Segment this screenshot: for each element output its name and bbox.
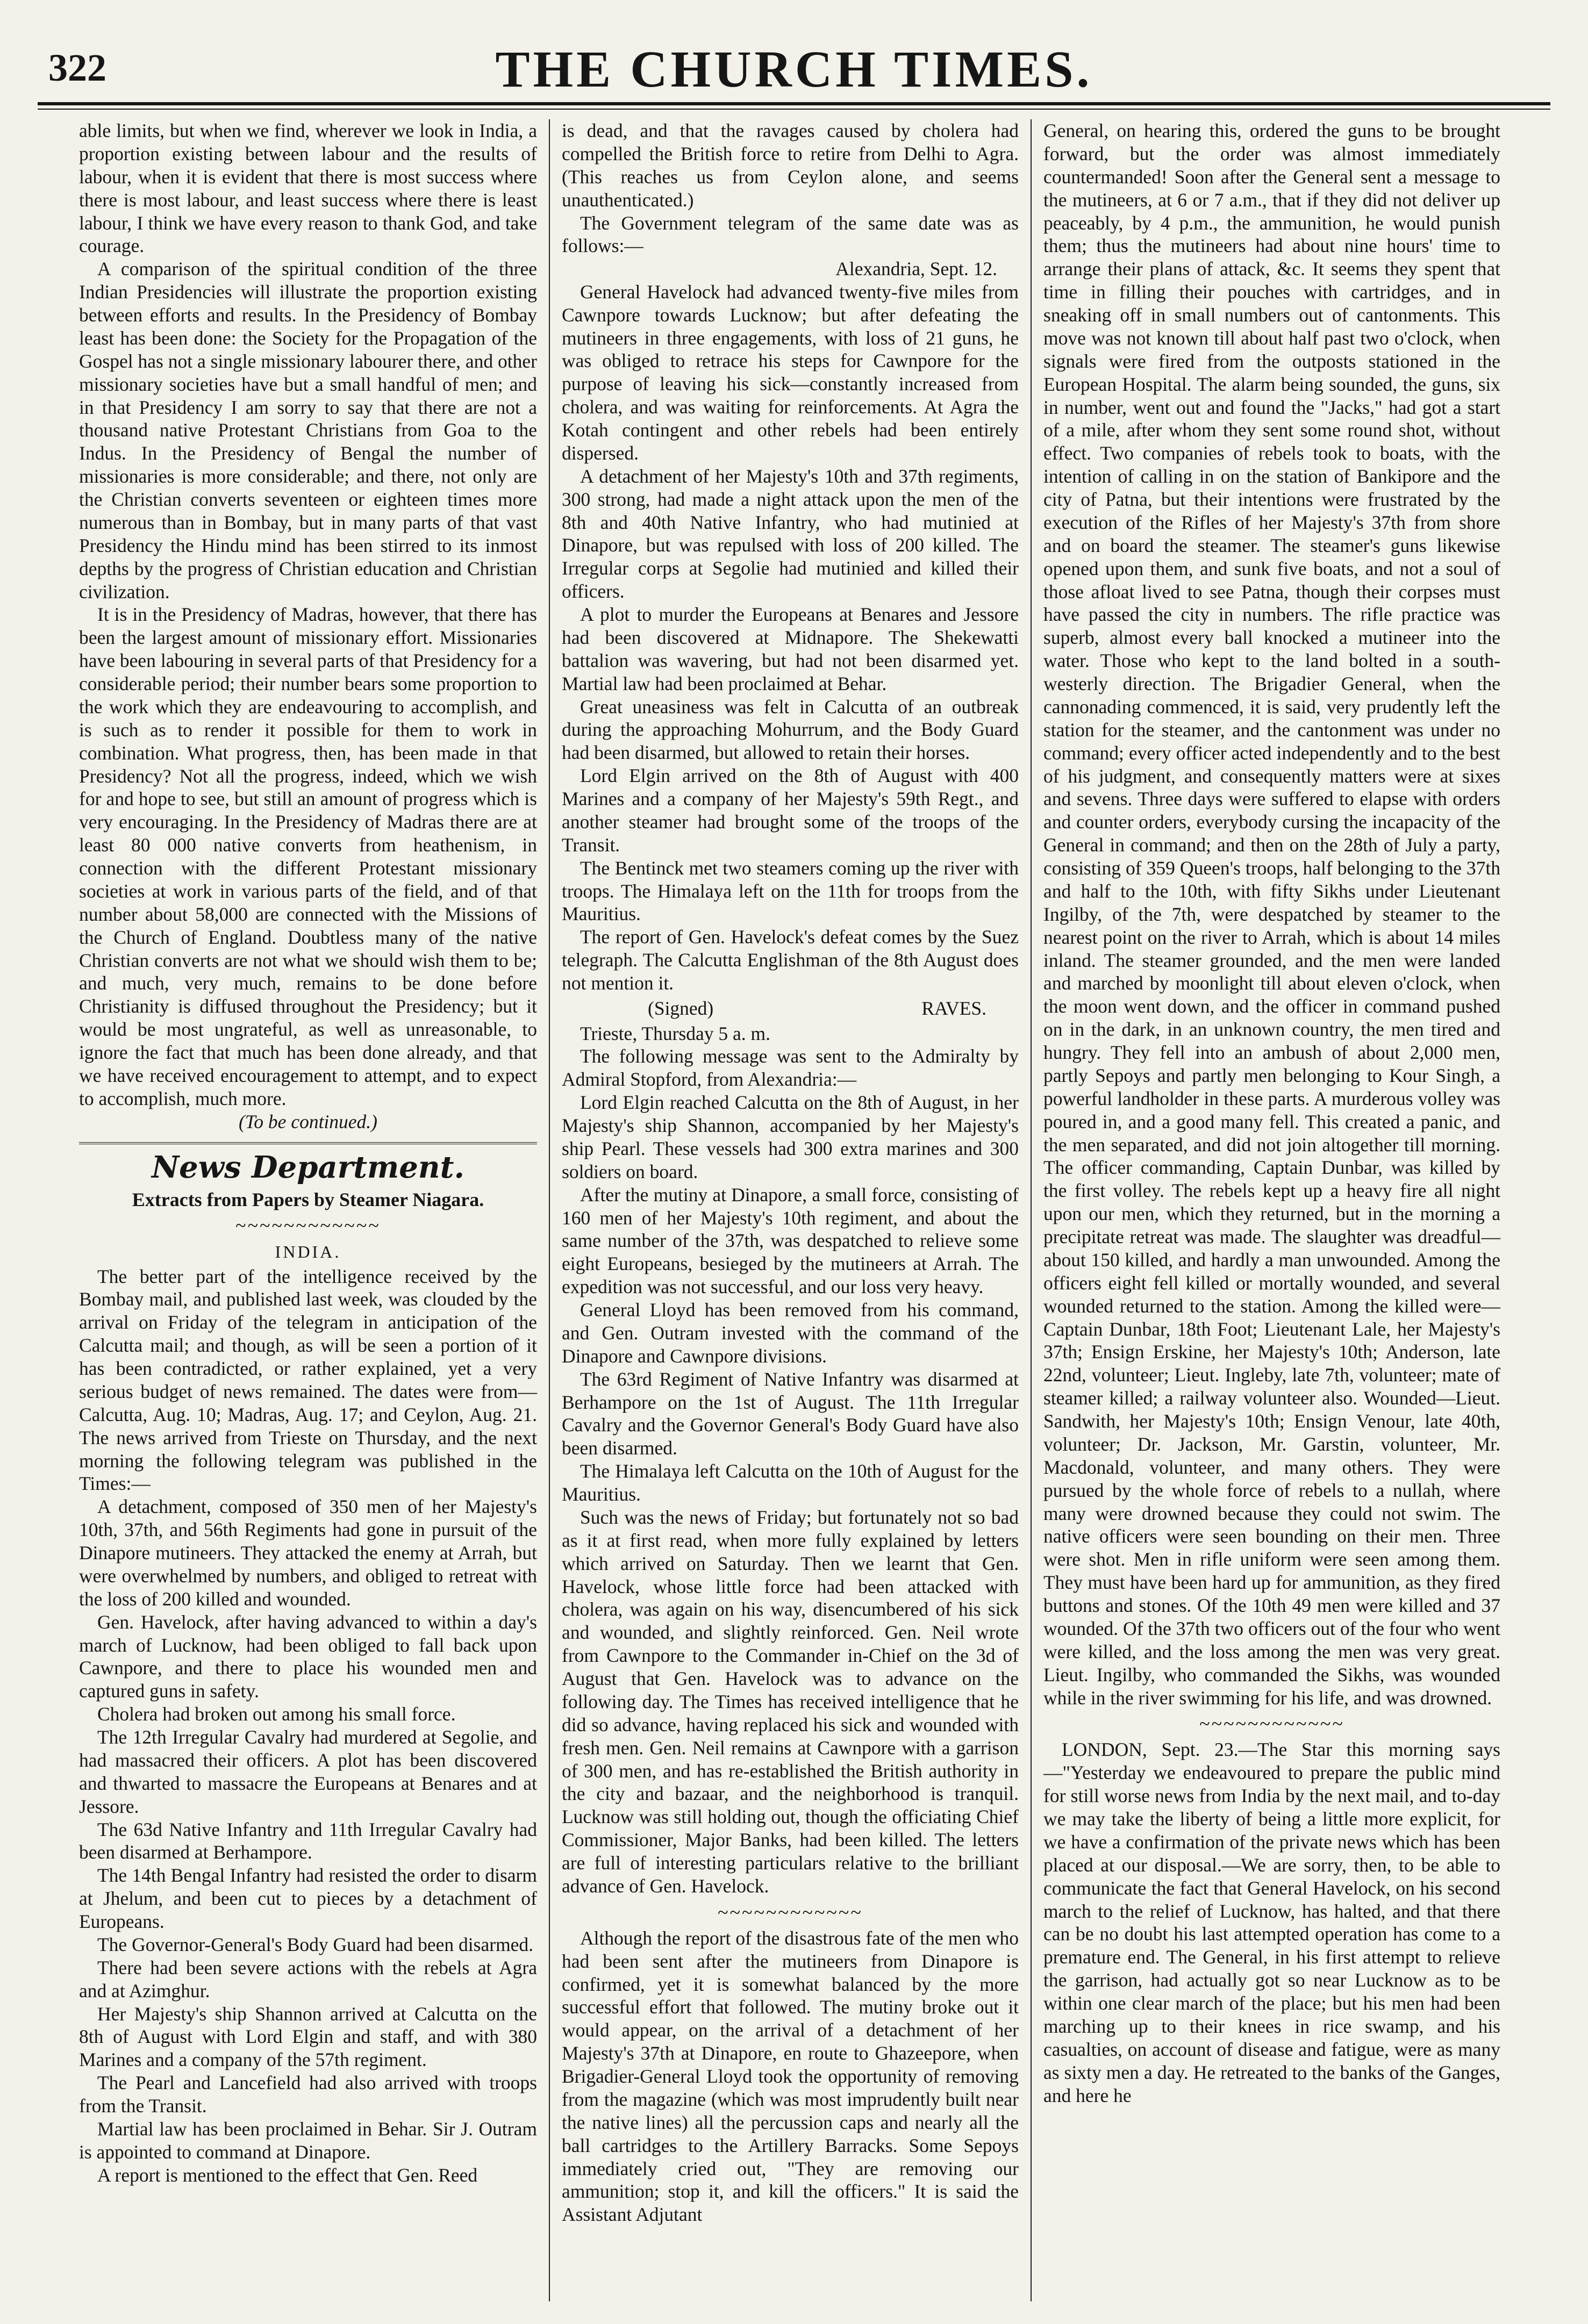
section-divider xyxy=(79,1142,537,1144)
section-subtitle: Extracts from Papers by Steamer Niagara. xyxy=(132,1188,484,1210)
paragraph: The Bentinck met two steamers coming up the river with troops. The Himalaya left on the 11th for troops from the Mauritius. xyxy=(562,857,1019,925)
paragraph: The Governor-General's Body Guard had been disarmed. xyxy=(97,1933,534,1955)
section-title: News Department. xyxy=(151,1149,464,1185)
paragraph: General Lloyd has been removed from his command, and Gen. Outram invested with the command of the Dinapore and Cawnpore divisions. xyxy=(562,1299,1019,1367)
paragraph: The Pearl and Lancefield had also arrived with troops from the Transit. xyxy=(79,2072,537,2117)
paragraph: The 63d Native Infantry and 11th Irregular Cavalry had been disarmed at Berhampore. xyxy=(79,1818,537,1863)
columns xyxy=(67,119,1513,2301)
paragraph: A detachment of her Majesty's 10th and 37th regiments, 300 strong, had made a night attack upon the men of the 8th and 40th Native Infantry, who had mutinied at Dinapore, but was repulsed with loss of 200 killed. The Irregular corps at Segolie had mutinied and killed their officers. xyxy=(562,465,1019,602)
paragraph: A detachment, composed of 350 men of her Majesty's 10th, 37th, and 56th Regiments had gone in pursuit of the Dinapore mutineers. They attacked the enemy at Arrah, but were overwhelmed by numbers, and obliged to retreat with the loss of 200 killed and wounded. xyxy=(79,1496,537,1610)
ornament-divider: ~~~~~~~~~~~~ xyxy=(718,1901,863,1923)
column-3 xyxy=(1031,119,1512,2301)
continued-note: (To be continued.) xyxy=(239,1110,377,1132)
paragraph: The Himalaya left Calcutta on the 10th of August for the Mauritius. xyxy=(562,1460,1019,1505)
paragraph: Lord Elgin reached Calcutta on the 8th of August, in her Majesty's ship Shannon, accompanied by her Majesty's ship Pearl. These vessels had 300 extra marines and 300 soldiers on board. xyxy=(562,1092,1019,1182)
paragraph: The 12th Irregular Cavalry had murdered at Segolie, and had massacred their officers. A plot has been discovered and thwarted to massacre the Europeans at Benares and at Jessore. xyxy=(79,1726,537,1817)
signed-label: (Signed) xyxy=(648,997,714,1019)
column-2 xyxy=(549,119,1031,2301)
paragraph: General, on hearing this, ordered the guns to be brought forward, but the order was almost immediately countermanded! Soon after the General sent a message to the mutineers, at 6 or 7 a.m., that if they did not deliver up peaceably, by 4 p.m., the ammunition, he would punish them; thus the mutineers had about nine hours' time to arrange their plans of attack, &c. It seems they spent that time in filling their pouches with cartridges, and in sneaking off in small numbers out of cantonments. This move was not known till about half past two o'clock, when signals were fired from the outposts stationed in the European Hospital. The alarm being sounded, the guns, six in number, went out and found the "Jacks," had got a start of a mile, after whom they sent some round shot, without effect. Two companies of rebels took to boats, with the intention of calling in on the station of Bankipore and the city of Patna, but their intentions were frustrated by the execution of the Rifles of her Majesty's 37th from shore and on board the steamer. The steamer's guns likewise opened upon them, and sunk five boats, and not a soul of those afloat lived to see Patna, though their corpses must have passed the city in numbers. The rifle practice was superb, almost every ball knocked a mutineer into the water. Those who kept to the land bolted in a south-westerly direction. The Brigadier General, when the cannonading commenced, it is said, very prudently left the station for the steamer, and the cantonment was under no command; every officer acted independently and to the best of his judgment, and consequently matters were at sixes and sevens. Three days were suffered to elapse with orders and counter orders, everybody cursing the incapacity of the General in command; and then on the 28th of July a party, consisting of 359 Queen's troops, half belonging to the 37th and half to the 10th, with fifty Sikhs under Lieutenant Ingilby, of the 7th, were despatched by steamer to the nearest point on the river to Arrah, which is about 14 miles inland. The steamer grounded, and the men were landed and marched by moonlight till about eleven o'clock, when the moon went down, and the officer in command pushed on in the dark, in an unknown country, the men tired and hungry. They fell into an ambush of about 2,000 men, partly Sepoys and partly men belonging to Kour Singh, a powerful landholder in these parts. A murderous volley was poured in, and a good many fell. This created a panic, and the men separated, and did not join altogether till morning. The officer commanding, Captain Dunbar, was killed by the first volley. The rebels kept up a heavy fire all night upon our men, which they returned, but in the morning a precipitate retreat was made. The slaughter was dreadful—about 150 killed, and hardly a man unwounded. Among the officers eight fell killed or mortally wounded, and several wounded returned to the station. Among the killed were—Captain Dunbar, 18th Foot; Lieutenant Lale, her Majesty's 37th; Ensign Erskine, her Majesty's 10th; Anderson, late 22nd, volunteer; Lieut. Ingleby, late 7th, volunteer; mate of steamer killed; a railway volunteer also. Wounded—Lieut. Sandwith, her Majesty's 10th; Ensign Venour, late 40th, volunteer; Dr. Jackson, Mr. Garstin, volunteer, Mr. Macdonald, volunteer, and many others. They were pursued by the whole force of rebels to a nullah, where many were drowned because they could not swim. The native officers were seen bounding on their men. Three were shot. Men in rifle uniform were seen among them. They must have been hard up for ammunition, as they fired buttons and stones. Of the 10th 49 men were killed and 37 wounded. Of the 37th two officers out of the four who went were killed, and the loss among the men was very great. Lieut. Ingilby, who commanded the Sikhs, was wounded while in the river swimming for his life, and was drowned. xyxy=(1043,120,1500,1709)
paragraph: Martial law has been proclaimed in Behar. Sir J. Outram is appointed to command at Dinapore. xyxy=(79,2118,537,2163)
paragraph: Cholera had broken out among his small force. xyxy=(97,1703,456,1725)
paragraph: After the mutiny at Dinapore, a small force, consisting of 160 men of her Majesty's 10th regiment, and about the same number of the 37th, was despatched to relieve some eight Europeans, besieged by the mutineers at Arrah. The expedition was not successful, and our loss very heavy. xyxy=(562,1183,1019,1298)
signatory: RAVES. xyxy=(921,997,986,1019)
paragraph: Gen. Havelock, after having advanced to within a day's march of Lucknow, had been obliged to fall back upon Cawnpore, and there to place his wounded men and captured guns in safety. xyxy=(79,1611,537,1702)
paragraph: There had been severe actions with the rebels at Agra and at Azimghur. xyxy=(79,1956,537,2002)
masthead-rule-thick xyxy=(38,102,1550,105)
paragraph: The following message was sent to the Admiralty by Admiral Stopford, from Alexandria:— xyxy=(562,1045,1019,1091)
masthead-rule-thin xyxy=(38,109,1550,110)
paragraph: The better part of the intelligence received by the Bombay mail, and published last week, was clouded by the arrival on Friday of the telegram in anticipation of the Calcutta mail; and though, as will be seen a portion of it has been contradicted, or rather explained, yet a very serious budget of news remained. The dates were from—Calcutta, Aug. 10; Madras, Aug. 17; and Ceylon, Aug. 21. The news arrived from Trieste on Thursday, and the next morning the following telegram was published in the Times:— xyxy=(79,1265,537,1495)
paragraph: The report of Gen. Havelock's defeat comes by the Suez telegraph. The Calcutta Englishman of the 8th August does not mention it. xyxy=(562,926,1019,994)
dateline: Trieste, Thursday 5 a. m. xyxy=(580,1022,770,1044)
paragraph: LONDON, Sept. 23.—The Star this morning says—"Yesterday we endeavoured to prepare the public mind for still worse news from India by the next mail, and to-day we may take the liberty of being a little more explicit, for we have a confirmation of the private news which has been placed at our disposal.—We are sorry, then, to be able to communicate the fact that General Havelock, on his second march to the relief of Lucknow, has halted, and that there can be no doubt his last attempted operation has come to a premature end. The General, in his first attempt to relieve the garrison, had actually got so near Lucknow as to be within one clear march of the place; but his men had been marching up to their knees in rice swamp, and his casualties, on account of disease and fatigue, were as many as sixty men a day. He retreated to the banks of the Ganges, and here he xyxy=(1043,1739,1500,2106)
masthead xyxy=(38,30,1550,110)
paragraph: Although the report of the disastrous fate of the men who had been sent after the mutineers from Dinapore is confirmed, yet it is somewhat balanced by the more successful effort that followed. The mutiny broke out it would appear, on the arrival of a detachment of her Majesty's 37th at Dinapore, en route to Ghazeepore, when Brigadier-General Lloyd took the opportunity of removing from the magazine (which was most imprudently built near the native lines) all the percussion caps and nearly all the ball cartridges to the Artillery Barracks. Some Sepoys immediately cried out, "They are removing our ammunition; stop it, and kill the officers." It is said the Assistant Adjutant xyxy=(562,1927,1019,2226)
paragraph: Her Majesty's ship Shannon arrived at Calcutta on the 8th of August with Lord Elgin and staff, and with 380 Marines and a company of the 57th regiment. xyxy=(79,2003,537,2071)
paragraph: Great uneasiness was felt in Calcutta of an outbreak during the approaching Mohurrum, and the Body Guard had been disarmed, but allowed to retain their horses. xyxy=(562,695,1019,764)
page-number: 322 xyxy=(48,46,106,89)
paragraph: It is in the Presidency of Madras, however, that there has been the largest amount of missionary effort. Missionaries have been labouring in several parts of that Presidency for a considerable period; their number bears some proportion to the work which they are endeavouring to accomplish, and is such as to render it possible for them to work in combination. What progress, then, has been made in that Presidency? Not all the progress, indeed, which we wish for and hope to see, but still an amount of progress which is very encouraging. In the Presidency of Madras there are at least 80 000 native converts from heathenism, in connection with the different Protestant missionary societies at work in various parts of the field, and of that number about 58,000 are connected with the Missions of the Church of England. Doubtless many of the native Christian converts are not what we should wish them to be; and much, very much, remains to be done before Christianity is diffused throughout the Presidency; but it would be most ungrateful, as well as unreasonable, to ignore the fact that much has been done already, and that we have received encouragement to attempt, and to expect to accomplish, much more. xyxy=(79,604,537,1109)
paragraph: is dead, and that the ravages caused by cholera had compelled the British force to retire from Delhi to Agra. (This reaches us from Ceylon alone, and seems unauthenticated.) xyxy=(562,120,1019,211)
paragraph: A report is mentioned to the effect that Gen. Reed xyxy=(97,2164,478,2186)
paragraph: The 14th Bengal Infantry had resisted the order to disarm at Jhelum, and been cut to pieces by a detachment of Europeans. xyxy=(79,1864,537,1932)
column-1 xyxy=(67,119,549,2301)
ornament-divider: ~~~~~~~~~~~~ xyxy=(1199,1713,1344,1735)
paragraph: A comparison of the spiritual condition of the three Indian Presidencies will illustrate the proportion existing between efforts and results. In the Presidency of Bombay least has been done: the Society for the Propagation of the Gospel has not a single missionary labourer there, and other missionary societies have but a small handful of men; and in that Presidency I am sorry to say that there are not a thousand native Protestant Christians from Goa to the Indus. In the Presidency of Bengal the number of missionaries is more considerable; and there, not only are the Christian converts seventeen or eighteen times more numerous than in Bombay, but in many parts of that vast Presidency the Hindu mind has been stirred to its inmost depths by the progress of Christian education and Christian civilization. xyxy=(79,258,537,602)
subhead-india: INDIA. xyxy=(275,1242,341,1261)
paragraph: A plot to murder the Europeans at Benares and Jessore had been discovered at Midnapore. The Shekewatti battalion was wavering, but had not been disarmed yet. Martial law had been proclaimed at Behar. xyxy=(562,604,1019,694)
ornament-divider: ~~~~~~~~~~~~ xyxy=(235,1214,381,1236)
paragraph: The Government telegram of the same date was as follows:— xyxy=(562,212,1019,257)
paragraph: Such was the news of Friday; but fortunately not so bad as it at first read, when more fully explained by letters which arrived on Saturday. Then we learnt that Gen. Havelock, whose little force had been attacked with cholera, was again on his way, disencumbered of his sick and wounded, and slightly reinforced. Gen. Neil wrote from Cawnpore to the Commander in-Chief on the 3d of August that Gen. Havelock was to advance on the following day. The Times has received intelligence that he did so advance, having replaced his sick and wounded with fresh men. Gen. Neil remains at Cawnpore with a garrison of 300 men, and has re-established the British authority in the city and bazaar, and the neighborhood is tranquil. Lucknow was still holding out, though the officiating Chief Commissioner, Major Banks, had been killed. The letters are full of interesting particulars relative to the brilliant advance of Gen. Havelock. xyxy=(562,1506,1019,1897)
signature-line xyxy=(562,995,1019,1022)
dateline: Alexandria, Sept. 12. xyxy=(835,258,997,280)
paragraph: The 63rd Regiment of Native Infantry was disarmed at Berhampore on the 1st of August. The 11th Irregular Cavalry and the Governor General's Body Guard have also been disarmed. xyxy=(562,1368,1019,1459)
paragraph: General Havelock had advanced twenty-five miles from Cawnpore towards Lucknow; but after defeating the mutineers in three engagements, with loss of 21 guns, he was obliged to retrace his steps for Cawnpore for the purpose of leaving his sick—constantly increased from cholera, and was waiting for reinforcements. At Agra the Kotah contingent and other rebels had been entirely dispersed. xyxy=(562,281,1019,464)
paragraph: Lord Elgin arrived on the 8th of August with 400 Marines and a company of her Majesty's 59th Regt., and another steamer had brought some of the troops of the Transit. xyxy=(562,765,1019,856)
paragraph: able limits, but when we find, wherever we look in India, a proportion existing between labour and the results of labour, when it is evident that there is most success where there is most labour, and least success where there is least labour, I think we have every reason to thank God, and take courage. xyxy=(79,120,537,257)
newspaper-title: THE CHURCH TIMES. xyxy=(495,40,1093,98)
